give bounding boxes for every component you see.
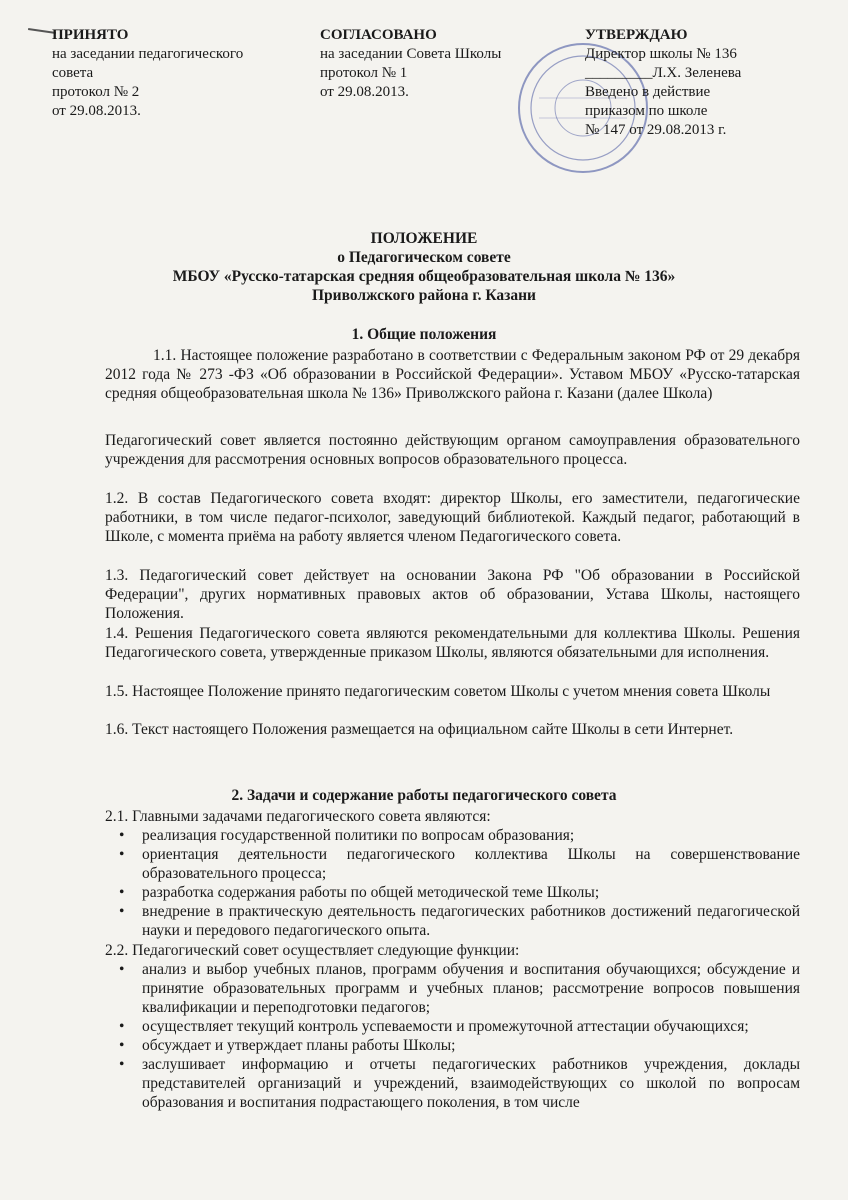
paragraph-2-2: 2.2. Педагогический совет осуществляет следующие функции: <box>105 942 520 959</box>
paragraph-1-2: 1.2. В состав Педагогического совета входят: директор Школы, его заместители, педагогические работники, в том числе педагог-психолог, заведующий библиотекой. Каждый педагог, работающий в Школе, с момента приёма на работу является членом Педагогического совета. <box>105 490 800 545</box>
approved-line: Директор школы № 136 <box>585 46 737 62</box>
paragraph-2-1: 2.1. Главными задачами педагогического совета являются: <box>105 808 491 825</box>
paragraph-1-5: 1.5. Настоящее Положение принято педагогическим советом Школы с учетом мнения совета Школы <box>105 683 771 700</box>
accepted-title: ПРИНЯТО <box>52 27 129 43</box>
list-item: • обсуждает и утверждает планы работы Школы; <box>105 1036 800 1055</box>
accepted-line: на заседании педагогического <box>52 46 244 62</box>
paragraph-1-1b: Педагогический совет является постоянно действующим органом самоуправления образовательного учреждения для рассмотрения основных вопросов образовательного процесса. <box>105 432 800 468</box>
approved-line: № 147 от 29.08.2013 г. <box>585 122 727 138</box>
agreed-line: на заседании Совета Школы <box>320 46 502 62</box>
list-item: • внедрение в практическую деятельность педагогических работников достижений педагогической науки и передового педагогического опыта. <box>105 902 800 940</box>
title-line: ПОЛОЖЕНИЕ <box>370 230 478 247</box>
paragraph-1-4: 1.4. Решения Педагогического совета являются рекомендательными для коллектива Школы. Решения Педагогического совета, утвержденные приказом Школы, являются обязательными для исполнения. <box>105 625 800 661</box>
paragraph-1-1: 1.1. Настоящее положение разработано в соответствии с Федеральным законом РФ от 29 декабря 2012 года № 273 -ФЗ «Об образовании в Российской Федерации». Уставом МБОУ «Русско-татарская средняя общеобразовательная школа № 136» Приволжского района г. Казани (далее Школа) <box>105 347 800 402</box>
agreed-title: СОГЛАСОВАНО <box>320 27 437 43</box>
accepted-line: протокол № 2 <box>52 84 140 100</box>
paragraph-1-3: 1.3. Педагогический совет действует на основании Закона РФ "Об образовании в Российской Федерации", других нормативных правовых актов об образовании, Устава Школы, настоящего Положения. <box>105 567 800 622</box>
header-accepted <box>52 26 292 121</box>
accepted-line: от 29.08.2013. <box>52 103 141 119</box>
list-item: • разработка содержания работы по общей методической теме Школы; <box>105 883 800 902</box>
tasks-list <box>105 826 800 940</box>
approved-title: УТВЕРЖДАЮ <box>585 27 688 43</box>
accepted-line: совета <box>52 65 94 81</box>
functions-list <box>105 960 800 1112</box>
list-item: • заслушивает информацию и отчеты педагогических работников учреждения, доклады представителей организаций и учреждений, взаимодействующих со школой по вопросам образования и воспитания подрастающего поколения, в том числе <box>105 1055 800 1112</box>
section-2-heading: 2. Задачи и содержание работы педагогического совета <box>231 787 617 804</box>
approved-signature-line: _________Л.Х. Зеленева <box>585 65 742 81</box>
list-item: • анализ и выбор учебных планов, программ обучения и воспитания обучающихся; обсуждение и принятие образовательных программ и учебных планов; рассмотрение вопросов повышения квалификации и переподготовки педагогов; <box>105 960 800 1017</box>
header-approved <box>585 26 830 140</box>
paragraph-1-6: 1.6. Текст настоящего Положения размещается на официальном сайте Школы в сети Интернет. <box>105 721 734 738</box>
document-title <box>0 229 848 305</box>
list-item: • ориентация деятельности педагогического коллектива Школы на совершенствование образовательного процесса; <box>105 845 800 883</box>
approved-line: Введено в действие <box>585 84 711 100</box>
title-line: о Педагогическом совете <box>337 249 511 266</box>
agreed-line: протокол № 1 <box>320 65 408 81</box>
approved-line: приказом по школе <box>585 103 708 119</box>
agreed-line: от 29.08.2013. <box>320 84 409 100</box>
title-line: Приволжского района г. Казани <box>312 287 536 304</box>
list-item: • осуществляет текущий контроль успеваемости и промежуточной аттестации обучающихся; <box>105 1017 800 1036</box>
list-item: • реализация государственной политики по вопросам образования; <box>105 826 800 845</box>
section-1-heading: 1. Общие положения <box>351 326 497 343</box>
title-line: МБОУ «Русско-татарская средняя общеобразовательная школа № 136» <box>172 268 676 285</box>
